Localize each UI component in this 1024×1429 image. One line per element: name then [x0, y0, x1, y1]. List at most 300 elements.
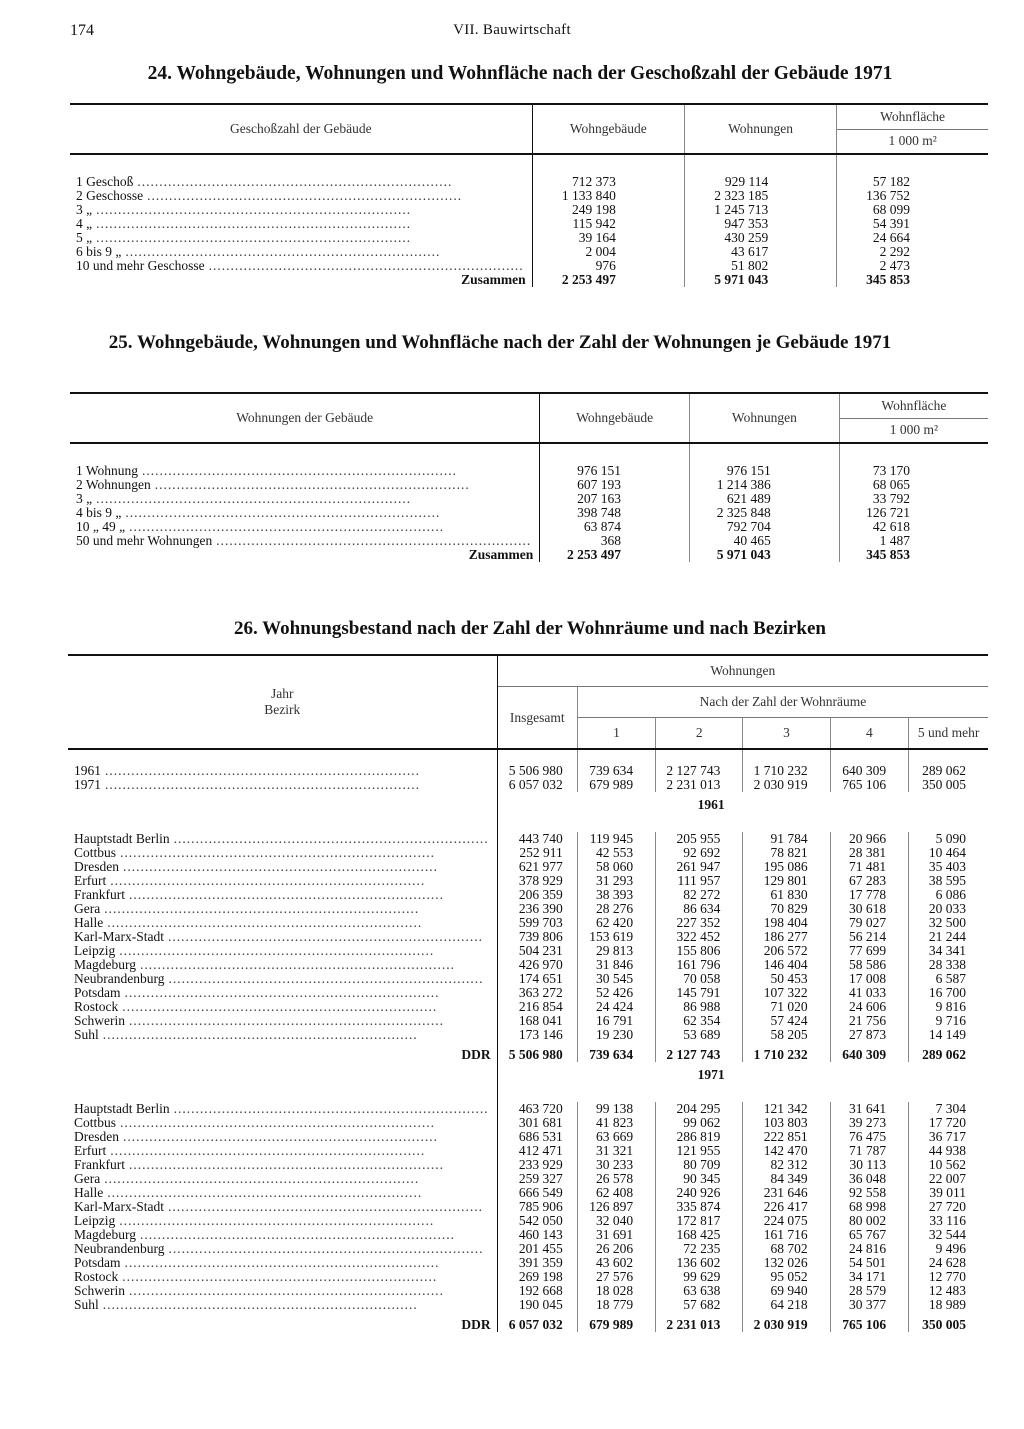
cell-value: 30 113	[830, 1158, 909, 1172]
cell-value: 2 231 013	[656, 1318, 743, 1332]
cell-value: 378 929	[497, 874, 577, 888]
cell-value: 24 664	[872, 230, 910, 245]
rooms-col-head: 4	[830, 718, 909, 750]
table-row	[68, 1256, 988, 1270]
cell-value: 21 756	[830, 1014, 909, 1028]
cell-value: 26 578	[577, 1172, 655, 1186]
row-label-text: Halle	[74, 915, 104, 930]
row-label	[70, 245, 532, 259]
cell-value: 172 817	[656, 1214, 743, 1228]
row-label-text: Schwerin	[74, 1013, 125, 1028]
table-26-group-head: Wohnungen	[497, 655, 988, 687]
cell-value: 65 767	[830, 1228, 909, 1242]
cell-value: 67 283	[830, 874, 909, 888]
table-row	[70, 189, 988, 203]
cell-value: 286 819	[656, 1130, 743, 1144]
table-row	[68, 972, 988, 986]
cell-value: 82 312	[743, 1158, 830, 1172]
row-label	[70, 175, 532, 189]
cell-value: 43 617	[684, 245, 836, 259]
cell-value: 19 230	[577, 1028, 655, 1042]
cell-value: 12 483	[928, 1283, 966, 1298]
table-24-body	[70, 175, 988, 287]
cell-value: 76 475	[830, 1130, 909, 1144]
cell-value: 17 008	[830, 972, 909, 986]
row-label	[70, 548, 540, 562]
cell-value: 16 700	[928, 985, 966, 1000]
cell-value: 91 784	[743, 832, 830, 846]
cell-value: 27 576	[577, 1270, 655, 1284]
row-label	[68, 860, 497, 874]
year-subheading-row	[68, 792, 988, 832]
row-label-text: Karl-Marx-Stadt	[74, 1199, 164, 1214]
cell-value: 222 851	[743, 1130, 830, 1144]
cell-value: 198 404	[743, 916, 830, 930]
row-label-text: Frankfurt	[74, 1157, 125, 1172]
cell-value: 1 487	[879, 533, 910, 548]
cell-value: 30 545	[577, 972, 655, 986]
row-label-text: Suhl	[74, 1027, 99, 1042]
running-head: VII. Bauwirtschaft	[453, 22, 571, 38]
cell-value: 765 106	[830, 778, 909, 792]
cell-value: 17 720	[928, 1115, 966, 1130]
row-label-text: Neubrandenburg	[74, 971, 165, 986]
cell-value: 10 562	[928, 1157, 966, 1172]
table-24-col-head-3: Wohnfläche	[837, 104, 988, 129]
table-24-col-head-2: Wohnungen	[684, 104, 836, 154]
table-total-row	[70, 273, 988, 287]
row-label	[68, 1284, 497, 1298]
cell-value: 240 926	[656, 1186, 743, 1200]
cell-value: 2 030 919	[743, 1318, 830, 1332]
cell-value: 5 090	[935, 831, 966, 846]
row-label	[70, 217, 532, 231]
row-label-text: Cottbus	[74, 1115, 117, 1130]
cell-value: 129 801	[743, 874, 830, 888]
table-row	[70, 520, 988, 534]
cell-value: 2 325 848	[690, 506, 840, 520]
cell-value: 412 471	[497, 1144, 577, 1158]
table-row	[68, 1172, 988, 1186]
row-label-text: Dresden	[74, 1129, 119, 1144]
row-label-text: Zusammen	[468, 547, 534, 562]
row-label	[70, 464, 540, 478]
cell-value: 363 272	[497, 986, 577, 1000]
cell-value: 40 465	[690, 534, 840, 548]
cell-value: 58 205	[743, 1028, 830, 1042]
cell-value: 18 779	[577, 1298, 655, 1312]
cell-value: 739 806	[497, 930, 577, 944]
cell-value: 62 420	[577, 916, 655, 930]
row-label-text: Zusammen	[461, 272, 526, 287]
row-label	[68, 1158, 497, 1172]
cell-value: 57 682	[656, 1298, 743, 1312]
cell-value: 765 106	[830, 1318, 909, 1332]
cell-value: 61 830	[743, 888, 830, 902]
cell-value: 77 699	[830, 944, 909, 958]
row-label	[68, 1000, 497, 1014]
row-label	[70, 478, 540, 492]
row-label-text: Rostock	[74, 999, 119, 1014]
cell-value: 70 058	[656, 972, 743, 986]
cell-value: 249 198	[532, 203, 684, 217]
table-25-col-head-0: Wohnungen der Gebäude	[70, 393, 540, 443]
cell-value: 504 231	[497, 944, 577, 958]
cell-value: 99 062	[656, 1116, 743, 1130]
row-label-text: Dresden	[74, 859, 119, 874]
cell-value: 68 998	[830, 1200, 909, 1214]
cell-value: 39 011	[929, 1185, 966, 1200]
cell-value: 39 164	[532, 231, 684, 245]
cell-value: 31 293	[577, 874, 655, 888]
cell-value: 42 618	[872, 519, 910, 534]
cell-value: 345 853	[866, 272, 910, 287]
cell-value: 463 720	[497, 1102, 577, 1116]
cell-value: 68 065	[872, 477, 910, 492]
cell-value: 34 341	[928, 943, 966, 958]
row-label	[68, 986, 497, 1000]
row-label-text: DDR	[461, 1047, 491, 1062]
cell-value: 53 689	[656, 1028, 743, 1042]
cell-value: 95 052	[743, 1270, 830, 1284]
cell-value: 207 163	[540, 492, 690, 506]
table-row	[68, 902, 988, 916]
table-row	[68, 944, 988, 958]
row-label-text: DDR	[461, 1317, 491, 1332]
cell-value: 227 352	[656, 916, 743, 930]
cell-value: 84 349	[743, 1172, 830, 1186]
row-label-text: Magdeburg	[74, 1227, 136, 1242]
row-label-text: 2 Geschosse	[76, 188, 144, 203]
table-row	[68, 1228, 988, 1242]
row-label-text: Potsdam	[74, 985, 121, 1000]
cell-value: 43 602	[577, 1256, 655, 1270]
cell-value: 57 424	[743, 1014, 830, 1028]
cell-value: 5 971 043	[690, 548, 840, 562]
cell-value: 173 146	[497, 1028, 577, 1042]
cell-value: 206 359	[497, 888, 577, 902]
table-row	[70, 203, 988, 217]
row-label-text: Halle	[74, 1185, 104, 1200]
cell-value: 2 253 497	[540, 548, 690, 562]
cell-value: 99 629	[656, 1270, 743, 1284]
cell-value: 216 854	[497, 1000, 577, 1014]
cell-value: 35 403	[928, 859, 966, 874]
table-row	[68, 1200, 988, 1214]
cell-value: 2 004	[532, 245, 684, 259]
cell-value: 69 940	[743, 1284, 830, 1298]
cell-value: 62 354	[656, 1014, 743, 1028]
row-label	[68, 916, 497, 930]
cell-value: 226 417	[743, 1200, 830, 1214]
cell-value: 86 988	[656, 1000, 743, 1014]
cell-value: 426 970	[497, 958, 577, 972]
row-label	[70, 520, 540, 534]
cell-value: 12 770	[928, 1269, 966, 1284]
row-label	[68, 888, 497, 902]
table-row	[70, 231, 988, 245]
row-label	[68, 764, 497, 778]
cell-value: 18 989	[928, 1297, 966, 1312]
table-25-body	[70, 464, 988, 562]
table-row	[68, 874, 988, 888]
cell-value: 6 587	[935, 971, 966, 986]
cell-value: 103 803	[743, 1116, 830, 1130]
cell-value: 621 489	[690, 492, 840, 506]
cell-value: 391 359	[497, 1256, 577, 1270]
cell-value: 73 170	[872, 463, 910, 478]
cell-value: 679 989	[577, 778, 655, 792]
cell-value: 63 638	[656, 1284, 743, 1298]
row-label	[68, 846, 497, 860]
cell-value: 607 193	[540, 478, 690, 492]
table-26-insgesamt-head: Insgesamt	[497, 687, 577, 750]
row-label	[68, 1318, 497, 1332]
cell-value: 224 075	[743, 1214, 830, 1228]
cell-value: 1 133 840	[532, 189, 684, 203]
cell-value: 27 873	[830, 1028, 909, 1042]
cell-value: 192 668	[497, 1284, 577, 1298]
stub-spacer	[68, 792, 497, 832]
row-label-text: Suhl	[74, 1297, 99, 1312]
table-total-row	[68, 1048, 988, 1062]
cell-value: 2 127 743	[656, 1048, 743, 1062]
cell-value: 6 086	[935, 887, 966, 902]
year-subheading-row	[68, 1062, 988, 1102]
table-row	[68, 1144, 988, 1158]
table-26-rooms-head: Nach der Zahl der Wohnräume	[577, 687, 988, 718]
cell-value: 38 595	[928, 873, 966, 888]
cell-value: 58 060	[577, 860, 655, 874]
cell-value: 398 748	[540, 506, 690, 520]
table-25-title: 25. Wohngebäude, Wohnungen und Wohnfläche nach der Zahl der Wohnungen je Gebäude 1971	[108, 332, 892, 353]
cell-value: 976 151	[540, 464, 690, 478]
cell-value: 542 050	[497, 1214, 577, 1228]
cell-value: 36 717	[928, 1129, 966, 1144]
row-label	[68, 1200, 497, 1214]
cell-value: 6 057 032	[497, 778, 577, 792]
cell-value: 34 171	[830, 1270, 909, 1284]
cell-value: 78 821	[743, 846, 830, 860]
cell-value: 153 619	[577, 930, 655, 944]
cell-value: 64 218	[743, 1298, 830, 1312]
table-row	[70, 478, 988, 492]
row-label	[68, 1028, 497, 1042]
cell-value: 161 796	[656, 958, 743, 972]
cell-value: 32 040	[577, 1214, 655, 1228]
cell-value: 28 276	[577, 902, 655, 916]
cell-value: 39 273	[830, 1116, 909, 1130]
table-row	[68, 1186, 988, 1200]
row-label	[68, 832, 497, 846]
table-25-col-head-3: Wohnfläche	[839, 393, 988, 418]
cell-value: 50 453	[743, 972, 830, 986]
cell-value: 686 531	[497, 1130, 577, 1144]
cell-value: 126 721	[866, 505, 910, 520]
row-label	[68, 1048, 497, 1062]
cell-value: 80 709	[656, 1158, 743, 1172]
cell-value: 269 198	[497, 1270, 577, 1284]
cell-value: 2 292	[879, 244, 910, 259]
row-label	[68, 1242, 497, 1256]
table-row	[68, 986, 988, 1000]
cell-value: 136 752	[866, 188, 910, 203]
row-label	[68, 1130, 497, 1144]
cell-value: 68 099	[872, 202, 910, 217]
cell-value: 80 002	[830, 1214, 909, 1228]
cell-value: 71 020	[743, 1000, 830, 1014]
cell-value: 205 955	[656, 832, 743, 846]
row-label	[70, 231, 532, 245]
table-row	[68, 1242, 988, 1256]
cell-value: 621 977	[497, 860, 577, 874]
cell-value: 31 641	[830, 1102, 909, 1116]
cell-value: 5 506 980	[497, 1048, 577, 1062]
row-label	[70, 203, 532, 217]
row-label	[68, 1172, 497, 1186]
cell-value: 5 506 980	[497, 764, 577, 778]
row-label	[68, 972, 497, 986]
cell-value: 63 874	[540, 520, 690, 534]
cell-value: 301 681	[497, 1116, 577, 1130]
cell-value: 785 906	[497, 1200, 577, 1214]
cell-value: 119 945	[577, 832, 655, 846]
cell-value: 640 309	[830, 764, 909, 778]
row-label	[70, 273, 532, 287]
cell-value: 99 138	[577, 1102, 655, 1116]
table-row	[68, 1014, 988, 1028]
cell-value: 322 452	[656, 930, 743, 944]
cell-value: 2 473	[879, 258, 910, 273]
row-label-text: 3 „	[76, 202, 93, 217]
cell-value: 289 062	[922, 1047, 966, 1062]
table-24	[70, 103, 988, 287]
cell-value: 186 277	[743, 930, 830, 944]
row-label	[68, 1214, 497, 1228]
cell-value: 350 005	[922, 777, 966, 792]
cell-value: 9 816	[935, 999, 966, 1014]
cell-value: 22 007	[928, 1171, 966, 1186]
cell-value: 7 304	[935, 1101, 966, 1116]
cell-value: 739 634	[577, 764, 655, 778]
row-label	[68, 1256, 497, 1270]
cell-value: 976 151	[690, 464, 840, 478]
row-label	[68, 1144, 497, 1158]
cell-value: 712 373	[532, 175, 684, 189]
row-label-text: Leipzig	[74, 943, 116, 958]
row-label-text: 4 bis 9 „	[76, 505, 122, 520]
cell-value: 14 149	[928, 1027, 966, 1042]
row-label	[68, 958, 497, 972]
row-label	[70, 189, 532, 203]
cell-value: 33 116	[929, 1213, 966, 1228]
row-label-text: Neubrandenburg	[74, 1241, 165, 1256]
cell-value: 168 425	[656, 1228, 743, 1242]
cell-value: 79 027	[830, 916, 909, 930]
row-label-text: 1 Geschoß	[76, 174, 134, 189]
table-row	[68, 1028, 988, 1042]
cell-value: 28 381	[830, 846, 909, 860]
cell-value: 27 720	[928, 1199, 966, 1214]
cell-value: 204 295	[656, 1102, 743, 1116]
row-label-text: Cottbus	[74, 845, 117, 860]
table-row	[70, 464, 988, 478]
cell-value: 168 041	[497, 1014, 577, 1028]
cell-value: 38 393	[577, 888, 655, 902]
cell-value: 24 628	[928, 1255, 966, 1270]
table-row	[70, 506, 988, 520]
cell-value: 86 634	[656, 902, 743, 916]
cell-value: 345 853	[866, 547, 910, 562]
cell-value: 201 455	[497, 1242, 577, 1256]
cell-value: 252 911	[497, 846, 577, 860]
rooms-col-head: 1	[577, 718, 655, 750]
cell-value: 739 634	[577, 1048, 655, 1062]
table-row	[68, 1130, 988, 1144]
row-label	[68, 930, 497, 944]
table-total-row	[70, 548, 988, 562]
table-row	[70, 534, 988, 548]
table-row	[68, 1298, 988, 1312]
cell-value: 1 710 232	[743, 1048, 830, 1062]
row-label-text: 5 „	[76, 230, 93, 245]
table-25	[70, 392, 988, 562]
row-label-text: 50 und mehr Wohnungen	[76, 533, 213, 548]
table-row	[68, 846, 988, 860]
cell-value: 443 740	[497, 832, 577, 846]
table-26-body	[68, 764, 988, 1332]
row-label-text: Erfurt	[74, 1143, 107, 1158]
cell-value: 57 182	[872, 174, 910, 189]
cell-value: 92 692	[656, 846, 743, 860]
row-label-text: Karl-Marx-Stadt	[74, 929, 164, 944]
row-label-text: 6 bis 9 „	[76, 244, 122, 259]
table-row	[68, 832, 988, 846]
table-row	[68, 916, 988, 930]
cell-value: 29 813	[577, 944, 655, 958]
cell-value: 126 897	[577, 1200, 655, 1214]
cell-value: 947 353	[684, 217, 836, 231]
cell-value: 32 544	[928, 1227, 966, 1242]
cell-value: 31 846	[577, 958, 655, 972]
cell-value: 33 792	[872, 491, 910, 506]
cell-value: 190 045	[497, 1298, 577, 1312]
row-label-text: Hauptstadt Berlin	[74, 1101, 170, 1116]
cell-value: 2 127 743	[656, 764, 743, 778]
cell-value: 335 874	[656, 1200, 743, 1214]
cell-value: 2 231 013	[656, 778, 743, 792]
cell-value: 5 971 043	[684, 273, 836, 287]
row-label	[68, 1270, 497, 1284]
cell-value: 145 791	[656, 986, 743, 1000]
cell-value: 231 646	[743, 1186, 830, 1200]
year-subheading: 1961	[697, 797, 725, 812]
cell-value: 20 033	[928, 901, 966, 916]
cell-value: 41 033	[830, 986, 909, 1000]
rooms-col-head: 5 und mehr	[917, 725, 980, 740]
cell-value: 155 806	[656, 944, 743, 958]
row-label-text: Magdeburg	[74, 957, 136, 972]
row-label-text: Gera	[74, 1171, 101, 1186]
row-label	[70, 534, 540, 548]
row-label	[68, 1102, 497, 1116]
cell-value: 929 114	[684, 175, 836, 189]
cell-value: 28 338	[928, 957, 966, 972]
cell-value: 26 206	[577, 1242, 655, 1256]
cell-value: 63 669	[577, 1130, 655, 1144]
cell-value: 132 026	[743, 1256, 830, 1270]
cell-value: 233 929	[497, 1158, 577, 1172]
